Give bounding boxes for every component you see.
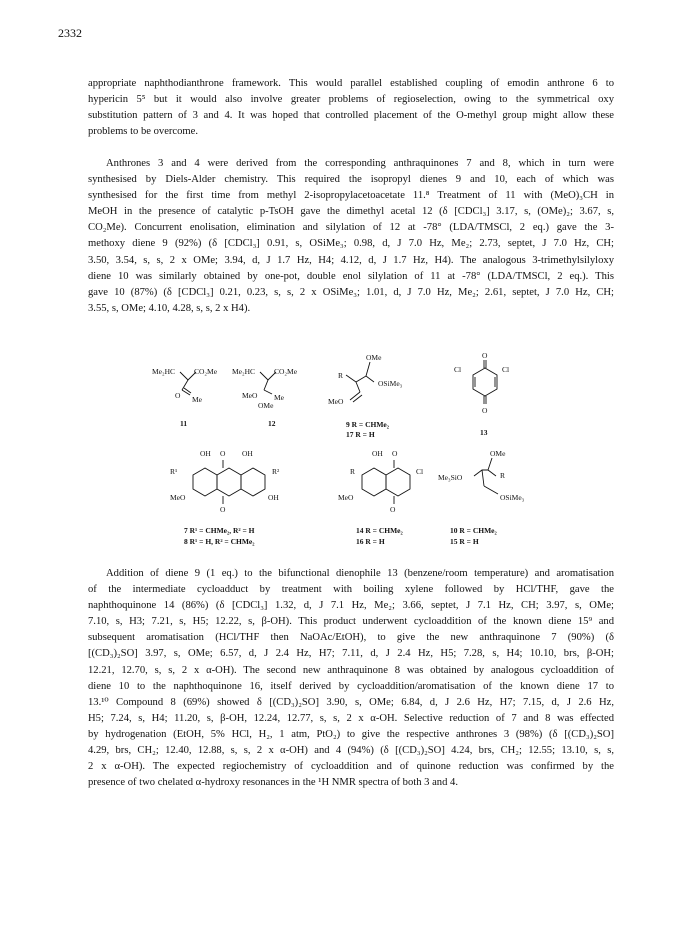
text-line: gave 10 (87%) (δ [CDCl₃] 0.21, 0.23, s, s, 2 x OSiMe₃; 1.01, d, J 7.0 Hz, Me₂; 2.61, septet, J 7.0 Hz, CH;: [88, 286, 614, 298]
structure-label: O: [392, 449, 398, 458]
structure-label: R¹: [170, 467, 178, 476]
text-line: substitution pattern of 3 and 4. It was hoped that controlled placement of the O-methyl group might allow these: [88, 110, 614, 122]
text-line: of the intermediate cycloadduct by treatment with boiling xylene followed by HCl/THF, gave the: [88, 584, 614, 596]
text-line: 3.55, s, OMe; 4.10, 4.28, s, s, 2 x H4).: [88, 302, 251, 314]
structure-label: OMe: [490, 449, 506, 458]
compound-number: 10 R = CHMe₂: [450, 526, 497, 535]
structure-label: OH: [268, 493, 279, 502]
structure-label: Me₂HC: [232, 367, 256, 376]
structure-label: CO₂Me: [194, 367, 218, 376]
compound-number: 16 R = H: [356, 537, 385, 546]
structure-10: [420, 448, 530, 556]
compound-number: 9 R = CHMe₂: [346, 420, 389, 429]
text-line: 3.50, 3.54, s, s, 2 x OMe; 3.94, d, J 1.7 Hz, H4; 4.12, d, J 1.7 Hz, H4). The analogous 3-trimethylsilyloxy: [88, 254, 614, 266]
text-line: methoxy diene 9 (92%) (δ [CDCl₃] 0.91, s, OSiMe₃; 0.98, d, J 7.0 Hz, Me₂; 2.73, septet, J 7.0 Hz, CH;: [88, 238, 614, 250]
structure-label: MeO: [170, 493, 186, 502]
structure-label: CO₂Me: [274, 367, 298, 376]
text-line: Addition of diene 9 (1 eq.) to the bifunctional dienophile 13 (benzene/room temperature) and aromatisation: [106, 568, 614, 579]
text-line: subsequent aromatisation (HCl/THF then NaOAc/EtOH), to give the new anthraquinone 7 (90%) (δ: [88, 632, 614, 644]
text-line: synthesised for the first time from methyl 2-isopropylacetoacetate 11.⁸ Treatment of 11 with (MeO)₃CH in: [88, 190, 614, 202]
structure-label: Me: [192, 395, 202, 404]
structure-label: OH: [372, 449, 383, 458]
structure-label: Me: [274, 393, 284, 402]
text-line: problems to be overcome.: [88, 126, 199, 138]
structure-label: O: [220, 505, 226, 514]
structure-label: R: [338, 371, 344, 380]
structure-label: Cl: [502, 365, 510, 374]
text-line: 13.¹⁰ Compound 8 (69%) showed δ [(CD₃)₂SO] 3.90, s, OMe; 6.84, d, J 2.6 Hz, H7; 7.15, d, J 2.6 Hz,: [88, 696, 614, 708]
text-line: CO₂Me). Concurrent enolisation, elimination and silylation of 12 at -78° (LDA/TMSCl, 2 eq.) gave the 3-: [88, 222, 614, 234]
text-line: appropriate naphthodianthrone framework. This would parallel established coupling of emodin anthrone 6 to: [88, 78, 614, 89]
text-line: 12.21, 12.70, s, s, 2 x α-OH). The second new anthraquinone 8 was obtained by analogous cycloaddition of: [88, 664, 614, 676]
compound-number: 15 R = H: [450, 537, 479, 546]
text-line: naphthoquinone 14 (86%) (δ [CDCl₃] 1.32, d, J 7.1 Hz, Me₂; 3.66, septet, J 7.1 Hz, CH; 3.97, s, OMe;: [88, 600, 614, 612]
text-line: by hydrogenation (EtOH, 5% HCl, H₂, 1 atm, PtO₂) to give the respective anthrones 3 (98%) (δ [(CD₃)₂SO]: [88, 728, 614, 740]
structure-label: O: [220, 449, 226, 458]
structure-label: R: [500, 471, 506, 480]
structure-13: [440, 350, 530, 442]
structure-label: Me₂HC: [152, 367, 176, 376]
structure-label: MeO: [338, 493, 354, 502]
text-line: diene 10 was similarly obtained by one-pot, double enol silylation of 11 at -78° (LDA/TMSCl, 2 eq.). This: [88, 270, 614, 282]
structure-label: O: [390, 505, 396, 514]
text-line: Anthrones 3 and 4 were derived from the corresponding anthraquinones 7 and 8, which in turn were: [106, 158, 614, 169]
page-number: 2332: [58, 26, 82, 40]
compound-number: 11: [180, 419, 188, 428]
structure-label: OSiMe₃: [378, 379, 403, 388]
structure-label: Me₃SiO: [438, 473, 463, 482]
structure-label: MeO: [328, 397, 344, 406]
structure-label: OMe: [366, 353, 382, 362]
compound-number: 14 R = CHMe₂: [356, 526, 403, 535]
structure-label: OH: [242, 449, 253, 458]
structure-label: OMe: [258, 401, 274, 410]
structure-label: MeO: [242, 391, 258, 400]
paragraph-3: [88, 566, 614, 791]
structure-7: [150, 448, 325, 556]
compound-number: 8 R¹ = H, R² = CHMe₂: [184, 537, 255, 546]
structure-12: [230, 362, 310, 432]
compound-number: 17 R = H: [346, 430, 375, 439]
structure-label: R²: [272, 467, 280, 476]
text-line: [(CD₃)₂SO] 3.97, s, OMe; 6.57, d, J 2.4 Hz, H7; 7.11, d, J 2.4 Hz, H5; 7.28, s, H4; 10.10, brs, β-OH;: [88, 648, 614, 660]
text-line: 4.29, brs, CH₂; 12.40, 12.88, s, s, 2 x α-OH) and 4 (94%) (δ [(CD₃)₂SO] 4.24, brs, CH₂; 12.55; 13.10, s, s,: [88, 745, 614, 757]
text-line: 7.10, s, H3; 7.21, s, H5; 12.22, s, β-OH). This product underwent cycloaddition of the known diene 15⁹ and: [88, 616, 614, 628]
compound-number: 13: [480, 428, 488, 437]
compound-number: 12: [268, 419, 276, 428]
text-line: diene 10 to the naphthoquinone 16, itself derived by cycloaddition/aromatisation of the known diene 17 to: [88, 680, 614, 692]
structure-label: Cl: [416, 467, 424, 476]
compound-number: 7 R¹ = CHMe₂, R² = H: [184, 526, 255, 535]
text-line: presence of two chelated α-hydroxy resonances in the ¹H NMR spectra of both 3 and 4.: [88, 777, 458, 789]
text-line: synthesised by Diels-Alder chemistry. This required the isopropyl dienes 9 and 10, each of which was: [88, 174, 614, 186]
structure-11: [150, 362, 230, 432]
text-line: H5; 7.24, s, H4; 11.20, s, β-OH, 12.24, 12.77, s, s, 2 x α-OH. Selective reduction of 7 and 8 was effected: [88, 712, 614, 724]
paragraph-1: [88, 76, 614, 140]
structure-label: OH: [200, 449, 211, 458]
text-line: hypericin 5⁵ but it would also involve greater problems of regioselection, owing to the symmetrical oxy: [88, 94, 614, 106]
paragraph-2: [88, 156, 614, 317]
structure-label: O: [482, 406, 488, 415]
structure-label: O: [482, 351, 488, 360]
structure-label: O: [175, 391, 181, 400]
structure-label: OSiMe₃: [500, 493, 525, 502]
structure-label: Cl: [454, 365, 462, 374]
structure-label: R: [350, 467, 356, 476]
text-line: 2 x α-OH). The expected regiochemistry of cycloaddition and of quinone reduction was confirmed by the: [88, 761, 614, 773]
text-line: MeOH in the presence of catalytic p-TsOH gave the dimethyl acetal 12 (δ [CDCl₃] 3.17, s, (OMe)₂; 3.67, s,: [88, 206, 614, 218]
structure-9: [320, 352, 420, 444]
